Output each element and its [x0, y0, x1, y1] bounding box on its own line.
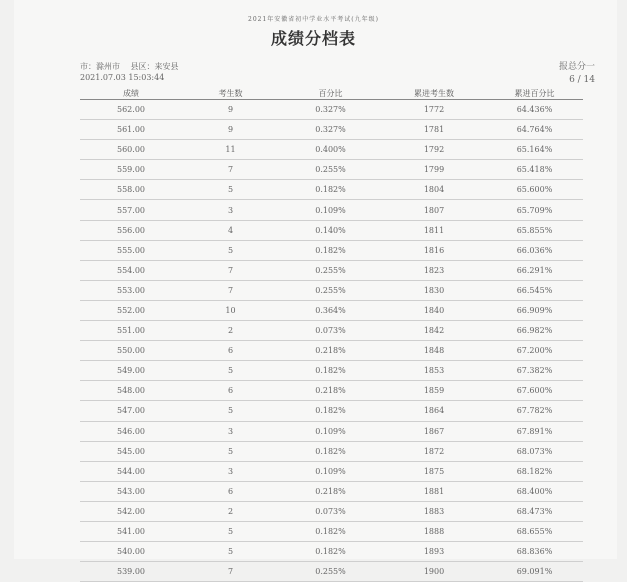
- table-header: [80, 87, 583, 100]
- table-row: [80, 542, 583, 562]
- cell-percent: 0.218%: [315, 386, 346, 396]
- cell-percent: 0.218%: [315, 486, 346, 496]
- table-row: [80, 422, 583, 442]
- cell-percent: 0.182%: [315, 366, 346, 376]
- cell-cumulative-percent: 65.600%: [516, 185, 553, 195]
- cell-cumulative-percent: 64.764%: [516, 125, 553, 135]
- table-row: [80, 200, 583, 220]
- report-label: 报总分一: [558, 62, 595, 72]
- cell-score: 540.00: [117, 547, 145, 557]
- cell-cumulative-percent: 67.891%: [516, 426, 553, 436]
- document-meta: [80, 61, 187, 83]
- cell-percent: 0.109%: [315, 426, 346, 436]
- report-info: [559, 61, 595, 87]
- cell-score: 539.00: [117, 567, 145, 577]
- cell-cumulative-count: 1830: [423, 285, 445, 295]
- cell-cumulative-percent: 68.073%: [516, 446, 553, 456]
- table-row: [80, 462, 583, 482]
- cell-percent: 0.255%: [315, 165, 346, 175]
- cell-cumulative-count: 1859: [423, 386, 445, 396]
- print-datetime: 2021.07.03 15:03:44: [80, 73, 165, 82]
- cell-percent: 0.255%: [315, 265, 346, 275]
- header-cumulative-count: 累进考生数: [414, 88, 454, 98]
- cell-cumulative-count: 1799: [423, 165, 445, 175]
- cell-cumulative-percent: 66.545%: [516, 285, 553, 295]
- cell-score: 542.00: [117, 506, 145, 516]
- cell-score: 561.00: [117, 125, 145, 135]
- cell-score: 557.00: [117, 205, 145, 215]
- cell-score: 558.00: [117, 185, 145, 195]
- cell-cumulative-percent: 65.164%: [516, 145, 553, 155]
- cell-cumulative-count: 1893: [423, 547, 445, 557]
- cell-cumulative-percent: 68.836%: [516, 547, 553, 557]
- table-row: [80, 261, 583, 281]
- table-row: [80, 522, 583, 542]
- cell-cumulative-count: 1811: [423, 225, 445, 235]
- cell-cumulative-percent: 68.182%: [516, 466, 553, 476]
- cell-percent: 0.109%: [315, 205, 346, 215]
- cell-score: 562.00: [117, 105, 145, 115]
- cell-cumulative-percent: 67.382%: [516, 366, 553, 376]
- cell-percent: 0.327%: [315, 105, 346, 115]
- cell-cumulative-count: 1804: [423, 185, 445, 195]
- cell-percent: 0.400%: [315, 145, 346, 155]
- cell-score: 555.00: [117, 245, 145, 255]
- table-row: [80, 482, 583, 502]
- cell-count: 6: [227, 486, 234, 496]
- cell-cumulative-percent: 68.473%: [516, 506, 553, 516]
- cell-percent: 0.255%: [315, 285, 346, 295]
- cell-cumulative-percent: 68.655%: [516, 527, 553, 537]
- cell-count: 4: [227, 225, 234, 235]
- cell-count: 6: [227, 386, 234, 396]
- table-row: [80, 120, 583, 140]
- cell-cumulative-count: 1842: [423, 326, 445, 336]
- cell-score: 547.00: [117, 406, 145, 416]
- cell-percent: 0.182%: [315, 185, 346, 195]
- table-row: [80, 401, 583, 421]
- cell-count: 5: [227, 366, 234, 376]
- cell-cumulative-count: 1888: [423, 527, 445, 537]
- cell-count: 5: [227, 527, 234, 537]
- cell-count: 5: [227, 406, 234, 416]
- cell-cumulative-count: 1816: [423, 245, 445, 255]
- cell-percent: 0.364%: [315, 305, 346, 315]
- cell-count: 5: [227, 446, 234, 456]
- cell-percent: 0.255%: [315, 567, 346, 577]
- cell-cumulative-percent: 64.436%: [516, 105, 553, 115]
- cell-percent: 0.140%: [315, 225, 346, 235]
- cell-count: 2: [227, 326, 234, 336]
- cell-score: 556.00: [117, 225, 145, 235]
- table-row: [80, 321, 583, 341]
- cell-score: 545.00: [117, 446, 145, 456]
- cell-count: 3: [227, 466, 234, 476]
- cell-cumulative-count: 1823: [423, 265, 445, 275]
- table-row: [80, 502, 583, 522]
- cell-score: 552.00: [117, 305, 145, 315]
- cell-percent: 0.218%: [315, 346, 346, 356]
- cell-percent: 0.182%: [315, 245, 346, 255]
- table-row: [80, 562, 583, 582]
- table-row: [80, 241, 583, 261]
- cell-score: 544.00: [117, 466, 145, 476]
- cell-score: 551.00: [117, 326, 145, 336]
- cell-cumulative-percent: 67.782%: [516, 406, 553, 416]
- document-title: 成绩分档表: [270, 29, 356, 48]
- document-subtitle: 2021年安徽省初中学业水平考试(九年级): [248, 16, 379, 23]
- cell-cumulative-count: 1867: [423, 426, 445, 436]
- cell-count: 9: [227, 105, 234, 115]
- cell-count: 6: [227, 346, 234, 356]
- cell-count: 5: [227, 547, 234, 557]
- cell-cumulative-count: 1875: [423, 466, 445, 476]
- cell-cumulative-percent: 66.291%: [516, 265, 553, 275]
- cell-cumulative-percent: 66.909%: [516, 305, 553, 315]
- cell-percent: 0.073%: [315, 326, 346, 336]
- county-label: 县区：来安县: [130, 62, 179, 71]
- cell-cumulative-count: 1807: [423, 205, 445, 215]
- cell-cumulative-percent: 66.036%: [516, 245, 553, 255]
- table-row: [80, 140, 583, 160]
- cell-percent: 0.327%: [315, 125, 346, 135]
- cell-count: 2: [227, 506, 234, 516]
- table-row: [80, 361, 583, 381]
- cell-cumulative-count: 1881: [423, 486, 445, 496]
- cell-count: 3: [227, 426, 234, 436]
- cell-count: 7: [227, 285, 234, 295]
- page-number: 6 / 14: [569, 75, 595, 85]
- cell-count: 11: [225, 145, 236, 155]
- cell-cumulative-percent: 66.982%: [516, 326, 553, 336]
- cell-percent: 0.182%: [315, 406, 346, 416]
- cell-cumulative-percent: 67.600%: [516, 386, 553, 396]
- cell-count: 5: [227, 245, 234, 255]
- city-label: 市：滁州市: [80, 62, 120, 71]
- cell-score: 549.00: [117, 366, 145, 376]
- cell-cumulative-count: 1840: [423, 305, 445, 315]
- cell-score: 541.00: [117, 527, 145, 537]
- cell-cumulative-count: 1792: [423, 145, 445, 155]
- cell-count: 5: [227, 185, 234, 195]
- table-row: [80, 442, 583, 462]
- cell-percent: 0.182%: [315, 527, 346, 537]
- table-row: [80, 160, 583, 180]
- cell-percent: 0.073%: [315, 506, 346, 516]
- cell-cumulative-percent: 65.855%: [516, 225, 553, 235]
- cell-cumulative-count: 1864: [423, 406, 445, 416]
- cell-score: 548.00: [117, 386, 145, 396]
- table-row: [80, 341, 583, 361]
- cell-cumulative-percent: 69.091%: [516, 567, 553, 577]
- cell-cumulative-count: 1883: [423, 506, 445, 516]
- cell-count: 7: [227, 265, 234, 275]
- cell-score: 546.00: [117, 426, 145, 436]
- cell-cumulative-count: 1848: [423, 346, 445, 356]
- cell-cumulative-count: 1781: [423, 125, 445, 135]
- table-row: [80, 221, 583, 241]
- cell-score: 550.00: [117, 346, 145, 356]
- cell-score: 560.00: [117, 145, 145, 155]
- cell-count: 9: [227, 125, 234, 135]
- cell-cumulative-count: 1900: [423, 567, 445, 577]
- cell-cumulative-count: 1872: [423, 446, 445, 456]
- cell-cumulative-count: 1853: [423, 366, 445, 376]
- cell-cumulative-count: 1772: [423, 105, 445, 115]
- cell-cumulative-percent: 65.418%: [516, 165, 553, 175]
- cell-percent: 0.109%: [315, 466, 346, 476]
- cell-cumulative-percent: 67.200%: [516, 346, 553, 356]
- cell-percent: 0.182%: [315, 547, 346, 557]
- cell-count: 10: [225, 305, 236, 315]
- cell-score: 543.00: [117, 486, 145, 496]
- table-row: [80, 381, 583, 401]
- header-percent: 百分比: [318, 88, 343, 98]
- cell-count: 3: [227, 205, 234, 215]
- cell-count: 7: [227, 165, 234, 175]
- cell-score: 553.00: [117, 285, 145, 295]
- table-row: [80, 301, 583, 321]
- table-row: [80, 100, 583, 120]
- cell-count: 7: [227, 567, 234, 577]
- table-row: [80, 281, 583, 301]
- header-score: 成绩: [123, 88, 139, 98]
- cell-score: 559.00: [117, 165, 145, 175]
- cell-cumulative-percent: 68.400%: [516, 486, 553, 496]
- cell-percent: 0.182%: [315, 446, 346, 456]
- score-table: [80, 87, 583, 582]
- cell-cumulative-percent: 65.709%: [516, 205, 553, 215]
- cell-score: 554.00: [117, 265, 145, 275]
- header-count: 考生数: [218, 88, 243, 98]
- header-cumulative-percent: 累进百分比: [514, 88, 555, 98]
- table-row: [80, 180, 583, 200]
